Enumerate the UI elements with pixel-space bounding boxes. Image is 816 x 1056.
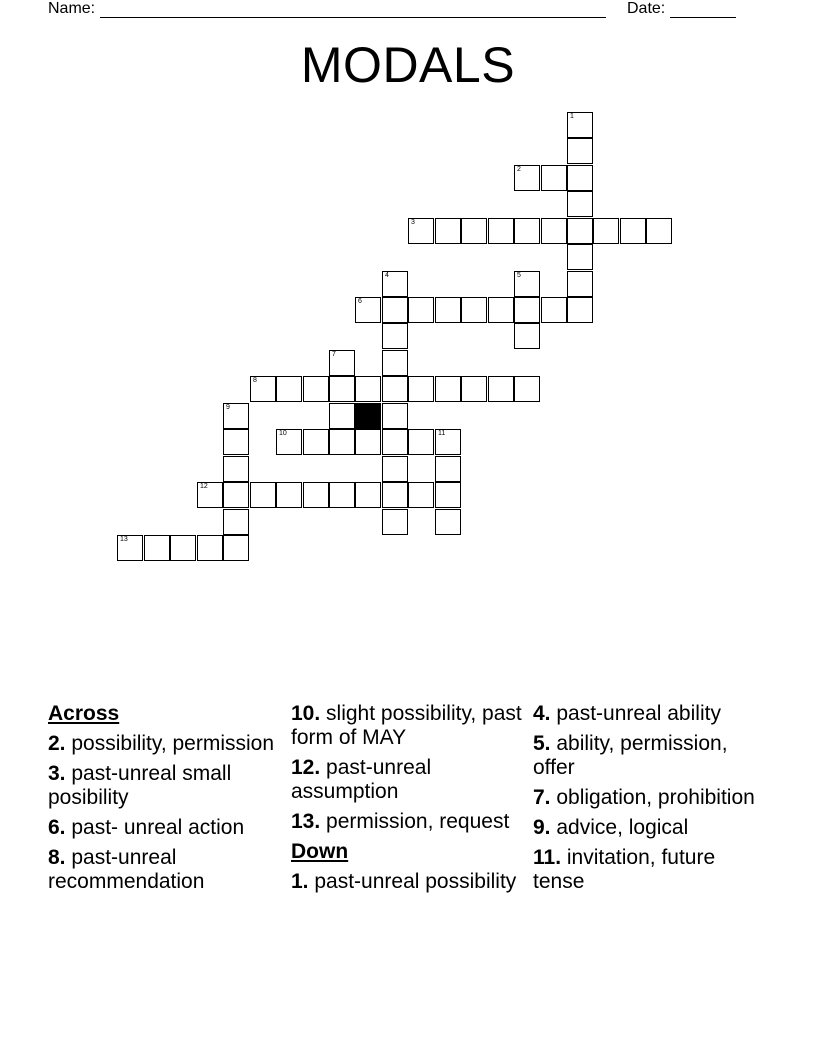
clue-across-6 [48, 816, 283, 840]
crossword-cell[interactable] [329, 482, 355, 508]
crossword-cell[interactable] [117, 535, 143, 561]
clue-text: obligation, prohibition [556, 786, 755, 809]
crossword-cell[interactable] [382, 323, 408, 349]
cell-number: 13 [120, 536, 128, 543]
crossword-cell[interactable] [170, 535, 196, 561]
clue-number: 3. [48, 762, 66, 785]
clue-down-4 [533, 702, 768, 726]
clue-number: 1. [291, 870, 309, 893]
cell-number: 3 [411, 219, 415, 226]
clue-text: past-unreal small posibility [48, 762, 232, 809]
clue-text: past-unreal recommendation [48, 846, 205, 893]
crossword-cell[interactable] [593, 218, 619, 244]
clue-across-8 [48, 846, 283, 894]
cell-number: 4 [385, 272, 389, 279]
clue-number: 10. [291, 702, 321, 725]
crossword-cell[interactable] [567, 191, 593, 217]
crossword-cell[interactable] [250, 482, 276, 508]
crossword-cell[interactable] [144, 535, 170, 561]
crossword-cell[interactable] [223, 535, 249, 561]
cell-number: 9 [226, 404, 230, 411]
crossword-cell[interactable] [541, 218, 567, 244]
crossword-cell[interactable] [435, 482, 461, 508]
crossword-cell[interactable] [408, 429, 434, 455]
crossword-cell[interactable] [276, 482, 302, 508]
clue-across-12 [291, 756, 526, 804]
crossword-cell[interactable] [567, 218, 593, 244]
name-label: Name: [48, 0, 96, 17]
crossword-cell[interactable] [382, 456, 408, 482]
clue-column-3 [533, 702, 768, 900]
crossword-cell[interactable] [303, 482, 329, 508]
clue-number: 13. [291, 810, 321, 833]
crossword-cell[interactable] [197, 482, 223, 508]
clue-down-7 [533, 786, 768, 810]
crossword-cell[interactable] [382, 403, 408, 429]
crossword-cell[interactable] [435, 509, 461, 535]
cell-number: 1 [570, 113, 574, 120]
clue-text: past-unreal possibility [314, 870, 517, 893]
date-label: Date: [627, 0, 666, 17]
crossword-cell[interactable] [329, 350, 355, 376]
crossword-cell[interactable] [197, 535, 223, 561]
crossword-cell[interactable] [223, 429, 249, 455]
crossword-cell[interactable] [355, 482, 381, 508]
clue-across-3 [48, 762, 283, 810]
clue-column-1 [48, 702, 283, 900]
crossword-cell[interactable] [435, 376, 461, 402]
crossword-cell[interactable] [435, 429, 461, 455]
clue-across-10 [291, 702, 526, 750]
crossword-cell[interactable] [514, 165, 540, 191]
crossword-cell[interactable] [514, 376, 540, 402]
crossword-cell[interactable] [382, 509, 408, 535]
crossword-cell[interactable] [435, 297, 461, 323]
crossword-cell[interactable] [461, 218, 487, 244]
clue-number: 4. [533, 702, 551, 725]
cell-number: 2 [517, 166, 521, 173]
crossword-cell[interactable] [382, 271, 408, 297]
crossword-cell[interactable] [382, 376, 408, 402]
crossword-cell[interactable] [382, 429, 408, 455]
crossword-cell[interactable] [408, 482, 434, 508]
crossword-cell[interactable] [223, 403, 249, 429]
crossword-cell[interactable] [541, 297, 567, 323]
crossword-cell[interactable] [223, 509, 249, 535]
cell-number: 8 [253, 377, 257, 384]
clue-number: 11. [533, 846, 562, 869]
crossword-cell[interactable] [276, 376, 302, 402]
clue-text: advice, logical [556, 816, 689, 839]
cell-number: 12 [200, 483, 208, 490]
crossword-cell[interactable] [514, 297, 540, 323]
crossword-cell[interactable] [567, 138, 593, 164]
crossword-cell[interactable] [620, 218, 646, 244]
clue-down-9 [533, 816, 768, 840]
crossword-cell[interactable] [435, 456, 461, 482]
crossword-cell[interactable] [488, 297, 514, 323]
crossword-cell[interactable] [488, 376, 514, 402]
clue-number: 2. [48, 732, 66, 755]
crossword-block [355, 403, 381, 429]
clue-across-13 [291, 810, 526, 834]
crossword-cell[interactable] [514, 218, 540, 244]
crossword-cell[interactable] [408, 297, 434, 323]
crossword-cell[interactable] [567, 244, 593, 270]
clue-across-2 [48, 732, 283, 756]
clue-text: invitation, future tense [533, 846, 716, 893]
clue-text: past-unreal ability [556, 702, 721, 725]
crossword-cell[interactable] [435, 218, 461, 244]
crossword-cell[interactable] [303, 376, 329, 402]
crossword-cell[interactable] [567, 165, 593, 191]
cell-number: 10 [279, 430, 287, 437]
crossword-cell[interactable] [408, 218, 434, 244]
crossword-cell[interactable] [276, 429, 302, 455]
crossword-cell[interactable] [382, 482, 408, 508]
crossword-cell[interactable] [514, 323, 540, 349]
crossword-cell[interactable] [329, 403, 355, 429]
crossword-cell[interactable] [382, 350, 408, 376]
cell-number: 5 [517, 272, 521, 279]
crossword-cell[interactable] [223, 482, 249, 508]
crossword-cell[interactable] [461, 297, 487, 323]
down-heading: Down [291, 840, 349, 863]
clue-down-5 [533, 732, 768, 780]
clue-down-1 [291, 870, 526, 894]
cell-number: 6 [358, 298, 362, 305]
crossword-cell[interactable] [567, 297, 593, 323]
clue-text: past- unreal action [71, 816, 245, 839]
clue-text: slight possibility, past form of MAY [291, 702, 522, 749]
clue-number: 6. [48, 816, 66, 839]
crossword-cell[interactable] [223, 456, 249, 482]
crossword-cell[interactable] [329, 376, 355, 402]
across-heading: Across [48, 702, 120, 725]
clue-number: 5. [533, 732, 551, 755]
crossword-cell[interactable] [541, 165, 567, 191]
page-title: MODALS [300, 37, 516, 93]
crossword-cell[interactable] [408, 376, 434, 402]
clue-text: past-unreal assumption [291, 756, 432, 803]
crossword-cell[interactable] [461, 376, 487, 402]
clue-number: 9. [533, 816, 551, 839]
clue-number: 8. [48, 846, 66, 869]
crossword-cell[interactable] [567, 112, 593, 138]
crossword-cell[interactable] [567, 271, 593, 297]
crossword-cell[interactable] [303, 429, 329, 455]
crossword-cell[interactable] [382, 297, 408, 323]
cell-number: 11 [438, 430, 446, 437]
crossword-cell[interactable] [250, 376, 276, 402]
crossword-cell[interactable] [514, 271, 540, 297]
clue-column-2 [291, 702, 526, 900]
clue-down-11 [533, 846, 768, 894]
crossword-cell[interactable] [646, 218, 672, 244]
clue-text: ability, permission, offer [533, 732, 728, 779]
clue-text: permission, request [326, 810, 510, 833]
cell-number: 7 [332, 351, 336, 358]
crossword-cell[interactable] [355, 376, 381, 402]
clue-text: possibility, permission [71, 732, 275, 755]
crossword-cell[interactable] [329, 429, 355, 455]
crossword-cell[interactable] [488, 218, 514, 244]
clue-number: 7. [533, 786, 551, 809]
clue-number: 12. [291, 756, 321, 779]
crossword-cell[interactable] [355, 429, 381, 455]
crossword-cell[interactable] [355, 297, 381, 323]
